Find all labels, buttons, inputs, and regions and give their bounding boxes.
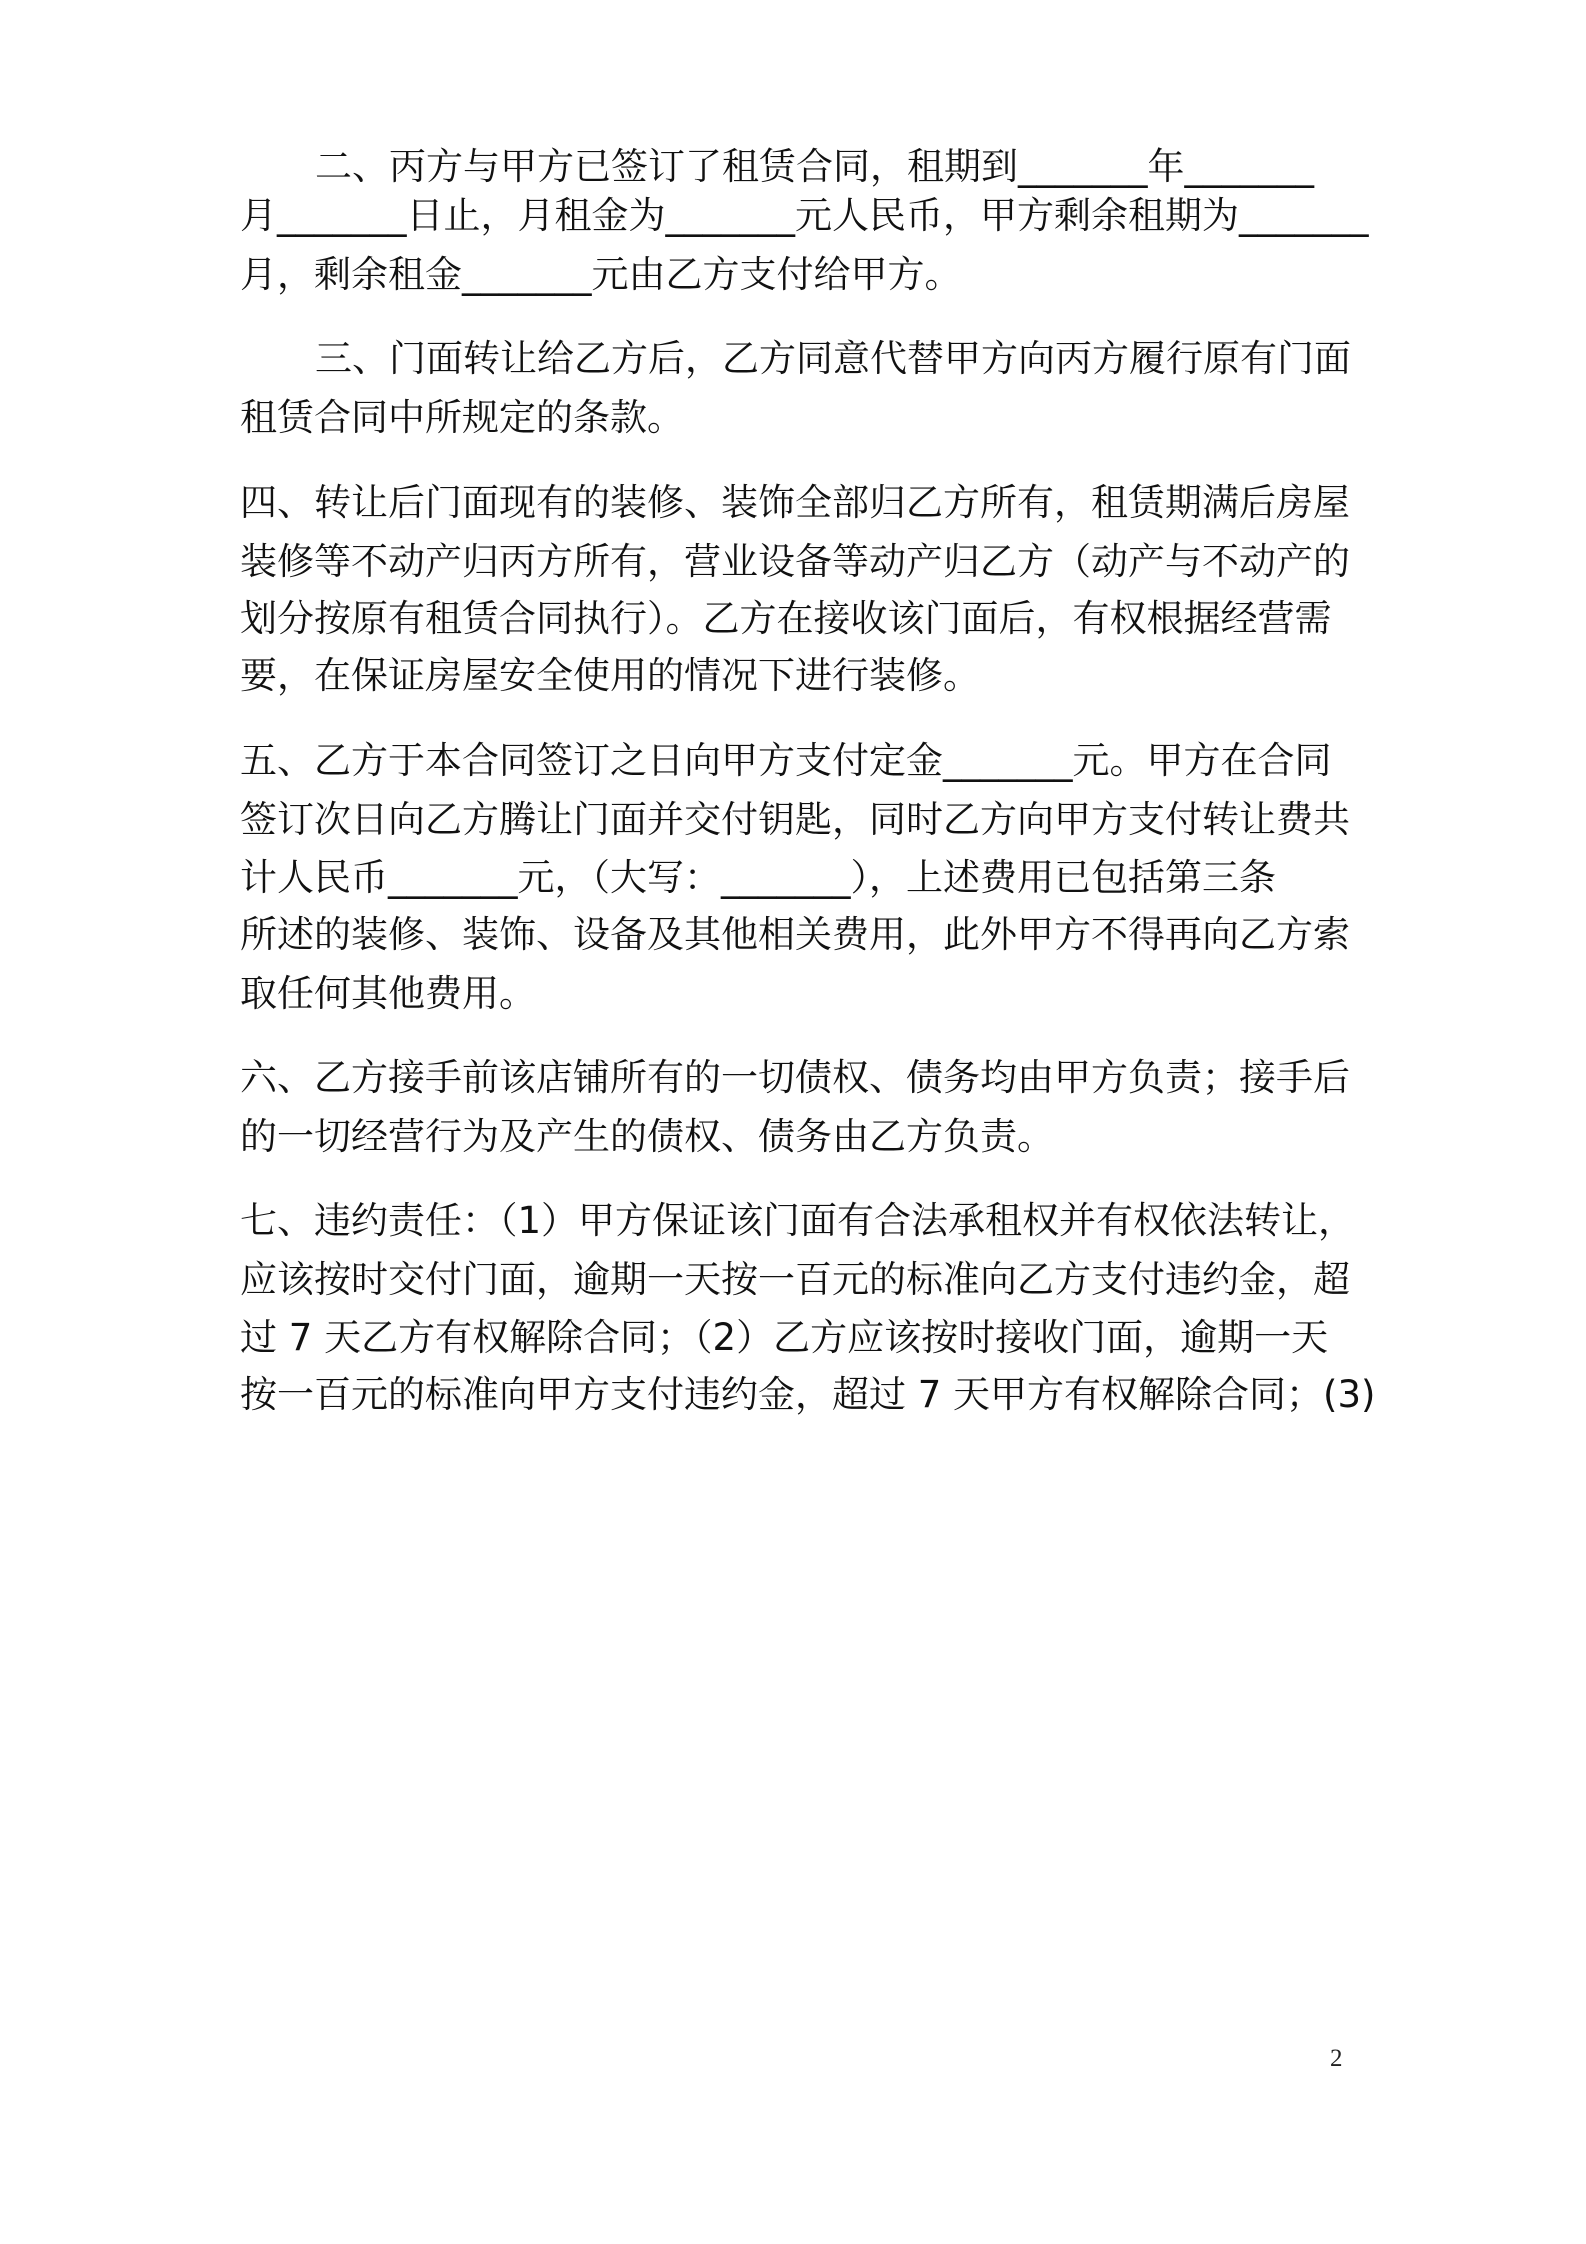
clause-4-line-3: 划分按原有租赁合同执行）。乙方在接收该门面后，有权根据经营需 [240, 597, 1332, 640]
clause-7-line-2: 应该按时交付门面，逾期一天按一百元的标准向乙方支付违约金，超 [240, 1258, 1350, 1301]
clause-5-line-5: 取任何其他费用。 [240, 972, 536, 1015]
clause-3-line-1: 三、门面转让给乙方后，乙方同意代替甲方向丙方履行原有门面 [315, 337, 1351, 380]
page-number: 2 [1330, 2045, 1343, 2072]
clause-7-line-1: 七、违约责任：（1）甲方保证该门面有合法承租权并有权依法转让， [240, 1199, 1356, 1242]
clause-6-line-1: 六、乙方接手前该店铺所有的一切债权、债务均由甲方负责；接手后 [240, 1056, 1350, 1099]
clause-3-line-2: 租赁合同中所规定的条款。 [240, 396, 684, 439]
clause-6-line-2: 的一切经营行为及产生的债权、债务由乙方负责。 [240, 1115, 1054, 1158]
clause-4-line-1: 四、转让后门面现有的装修、装饰全部归乙方所有，租赁期满后房屋 [240, 481, 1350, 524]
clause-4-line-2: 装修等不动产归丙方所有，营业设备等动产归乙方（动产与不动产的 [240, 540, 1350, 583]
clause-2-line-1: 二、丙方与甲方已签订了租赁合同，租期到_______年_______ [315, 145, 1314, 188]
clause-2-line-2: 月_______日止，月租金为_______元人民币，甲方剩余租期为_______ [240, 194, 1369, 237]
clause-7-line-4: 按一百元的标准向甲方支付违约金，超过 7 天甲方有权解除合同；(3) [240, 1373, 1376, 1416]
clause-4-line-4: 要，在保证房屋安全使用的情况下进行装修。 [240, 654, 980, 697]
clause-5-line-2: 签订次日向乙方腾让门面并交付钥匙，同时乙方向甲方支付转让费共 [240, 798, 1350, 841]
clause-5-line-3: 计人民币_______元，（大写：_______），上述费用已包括第三条 [240, 856, 1276, 899]
clause-2-line-3: 月，剩余租金_______元由乙方支付给甲方。 [240, 253, 962, 296]
clause-7-line-3: 过 7 天乙方有权解除合同；（2）乙方应该按时接收门面，逾期一天 [240, 1316, 1329, 1359]
clause-5-line-4: 所述的装修、装饰、设备及其他相关费用，此外甲方不得再向乙方索 [240, 913, 1350, 956]
clause-5-line-1: 五、乙方于本合同签订之日向甲方支付定金_______元。甲方在合同 [240, 739, 1332, 782]
